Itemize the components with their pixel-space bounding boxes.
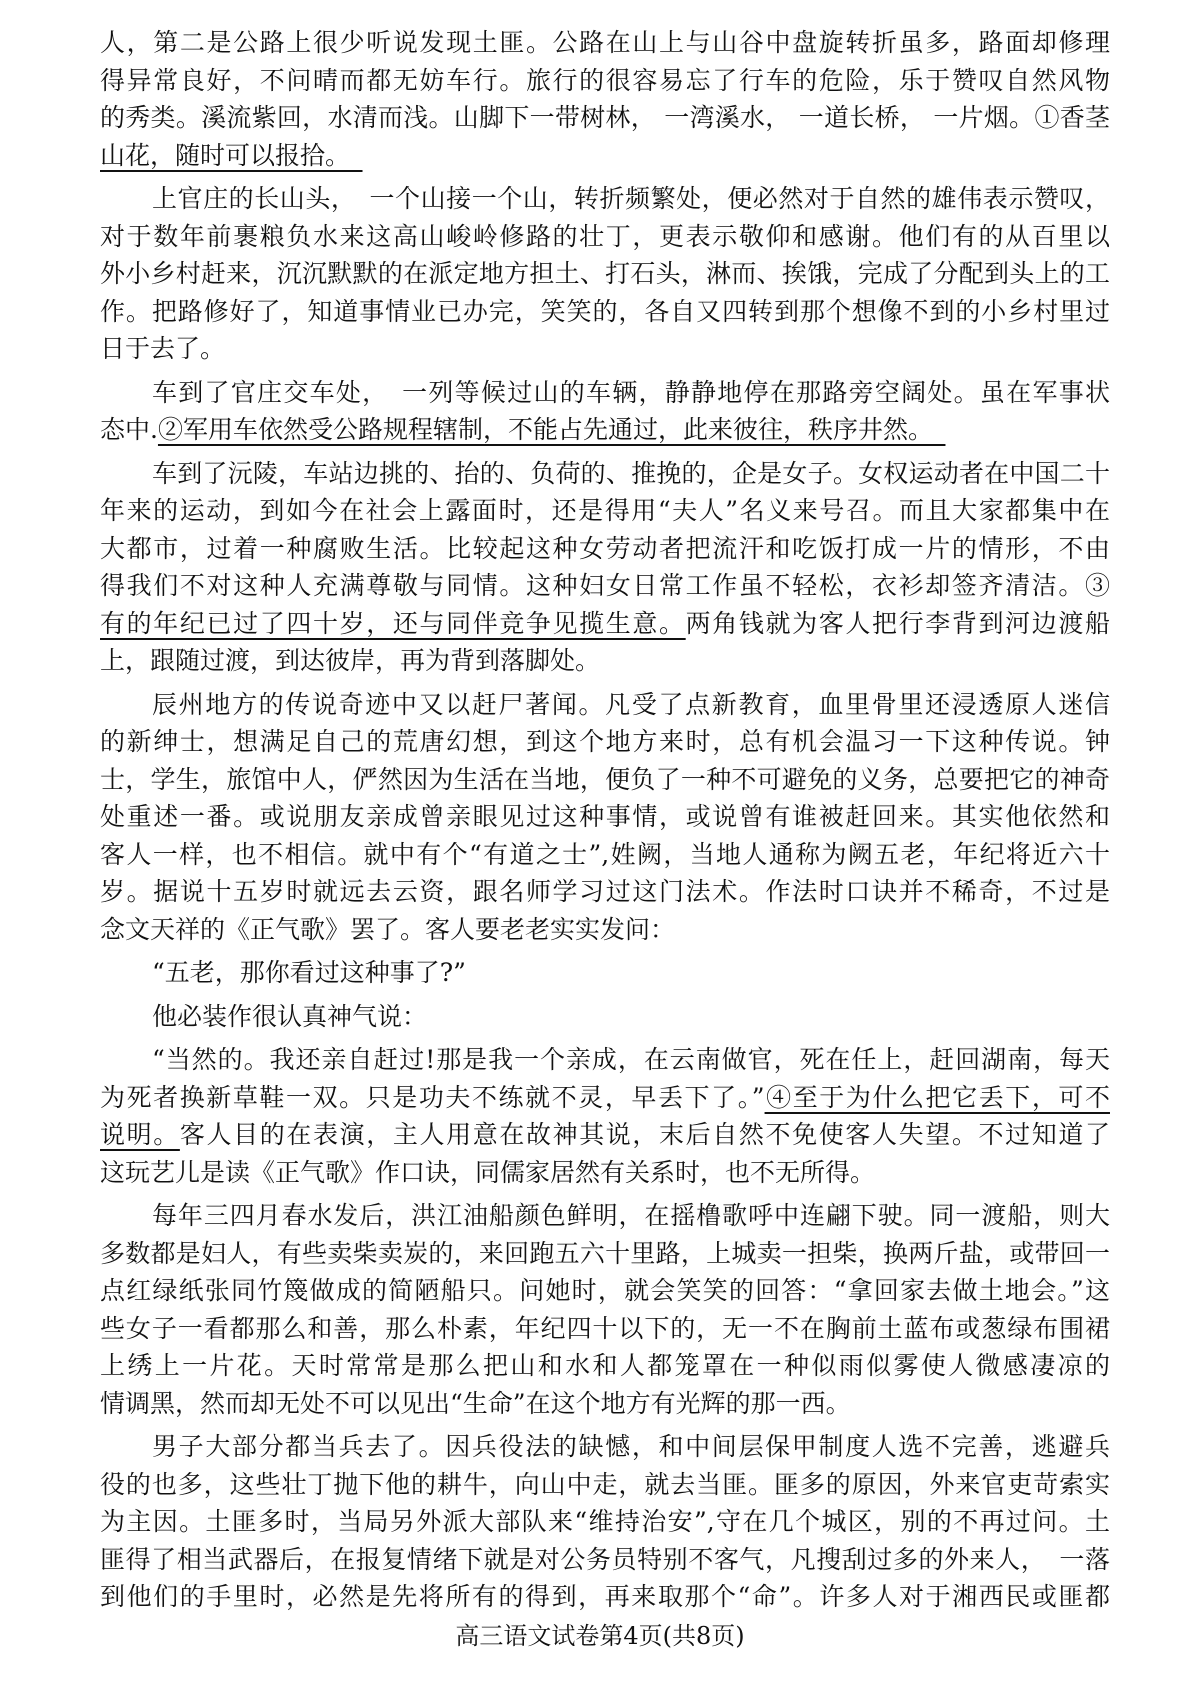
text-segment: 每年三四月春水发后，洪江油船颜色鲜明，在摇橹歌呼中连翩下驶。同一渡船，则大 (152, 1201, 1110, 1230)
text-segment: 岁。据说十五岁时就远去云资，跟名师学习过这门法术。作法时口诀并不稀奇，不过是 (100, 877, 1110, 906)
text-segment: 日于去了。 (100, 334, 226, 363)
text-segment: 对于数年前裹粮负水来这高山峻岭修路的壮丁，更表示敬仰和感谢。他们有的从百里以 (100, 221, 1110, 251)
text-line (100, 605, 1110, 643)
text-line (100, 686, 1110, 724)
text-segment: 男子大部分都当兵去了。因兵役法的缺憾，和中间层保甲制度人选不完善，逃避兵 (152, 1432, 1110, 1461)
underlined-sentence: ②军用车依然受公路规程辖制，不能占先通过，此来彼往，秩序井然。 (157, 415, 946, 444)
text-segment: 的秀类。溪流紫回，水清而浅。山脚下一带树林， 一湾溪水， 一道长桥， 一片烟。①香茎 (100, 103, 1110, 132)
text-segment: 为主因。土匪多时，当局另外派大部队来“维持治安”,守在几个城区，别的不再过问。土 (100, 1507, 1110, 1536)
text-line (100, 99, 1110, 137)
page-footer: 高三语文试卷第4页(共8页) (455, 1622, 745, 1650)
text-line (100, 1197, 1110, 1235)
paragraph (100, 1428, 1110, 1616)
text-line (100, 330, 1110, 368)
text-segment: 处重述一番。或说朋友亲成曾亲眼见过这种事情，或说曾有谁被赶回来。其实他依然和 (100, 802, 1110, 831)
text-line (100, 567, 1110, 605)
text-line (100, 1428, 1110, 1466)
text-line (100, 1272, 1110, 1310)
text-segment: 他必装作很认真神气说： (152, 1001, 428, 1031)
paragraph (100, 374, 1110, 449)
text-line (100, 1503, 1110, 1541)
text-segment: 客人一样，也不相信。就中有个“有道之士”,姓阙，当地人通称为阙五老，年纪将近六十 (100, 839, 1110, 869)
text-segment: 得异常良好，不问晴而都无妨车行。旅行的很容易忘了行车的危险，乐于赞叹自然风物 (100, 65, 1110, 95)
text-segment: 车到了官庄交车处， 一列等候过山的车辆，静静地停在那路旁空阔处。虽在军事状 (152, 377, 1110, 407)
text-line (100, 492, 1110, 530)
paragraph (100, 686, 1110, 949)
text-line (100, 1154, 1110, 1192)
text-line (100, 998, 1110, 1036)
text-segment: 客人目的在表演，主人用意在故神其说，末后自然不免使客人失望。不过知道了 (179, 1120, 1110, 1149)
text-line (100, 1347, 1110, 1385)
text-segment: 作。把路修好了，知道事情业已办完，笑笑的，各自又四转到那个想像不到的小乡村里过 (100, 296, 1110, 326)
text-segment: 外小乡村赶来，沉沉默默的在派定地方担土、打石头，淋而、挨饿，完成了分配到头上的工 (100, 259, 1110, 288)
text-line (100, 761, 1110, 799)
text-line (100, 1466, 1110, 1504)
paragraph (100, 998, 1110, 1036)
text-line (100, 1385, 1110, 1423)
text-line (100, 873, 1110, 911)
text-line (100, 723, 1110, 761)
text-segment: 多数都是妇人，有些卖柴卖炭的，来回跑五六十里路，上城卖一担柴，换两斤盐，或带回一 (100, 1238, 1110, 1268)
text-segment: 上官庄的长山头， 一个山接一个山，转折频繁处，便必然对于自然的雄伟表示赞叹， (152, 184, 1110, 213)
text-segment: 年来的运动，到如今在社会上露面时，还是得用“夫人”名义来号召。而且大家都集中在 (100, 496, 1110, 525)
text-line (100, 530, 1110, 568)
text-line (100, 1079, 1110, 1117)
paragraph (100, 180, 1110, 368)
text-line (100, 255, 1110, 293)
underlined-sentence: 山花，随时可以报拾。 (100, 140, 363, 170)
text-line (100, 293, 1110, 331)
text-segment: 大都市，过着一种腐败生活。比较起这种女劳动者把流汗和吃饭打成一片的情形，不由 (100, 533, 1110, 563)
text-line (100, 137, 1110, 175)
underlined-sentence: ④至于为什么把它丢下，可不 (764, 1082, 1110, 1112)
text-segment: 辰州地方的传说奇迹中又以赶尸著闻。凡受了点新教育，血里骨里还浸透原人迷信 (152, 689, 1110, 719)
text-segment: 点红绿纸张同竹篾做成的简陋船只。问她时，就会笑笑的回答：“拿回家去做土地会。”这 (100, 1276, 1110, 1305)
text-line (100, 411, 1110, 449)
text-segment: 情调黑，然而却无处不可以见出“生命”在这个地方有光辉的那一西。 (100, 1388, 851, 1418)
text-segment: 人，第二是公路上很少听说发现土匪。公路在山上与山谷中盘旋转折虽多，路面却修理 (100, 28, 1110, 57)
paragraph (100, 455, 1110, 680)
text-segment: 士，学生，旅馆中人，俨然因为生活在当地，便负了一种不可避免的义务，总要把它的神奇 (100, 764, 1110, 794)
text-line (100, 1310, 1110, 1348)
text-line (100, 1578, 1110, 1616)
text-line (100, 836, 1110, 874)
text-segment: 的新绅士，想满足自己的荒唐幻想，到这个地方来时，总有机会温习一下这种传说。钟 (100, 727, 1110, 756)
text-segment: 为死者换新草鞋一双。只是功夫不练就不灵，早丢下了。” (100, 1082, 765, 1112)
text-segment: “五老，那你看过这种事了?” (152, 958, 466, 987)
text-line (100, 455, 1110, 493)
text-segment: 得我们不对这种人充满尊敬与同情。这种妇女日常工作虽不轻松，衣衫却签齐清洁。③ (100, 571, 1110, 600)
document-body (100, 24, 1110, 1616)
paragraph (100, 1041, 1110, 1191)
text-segment: 些女子一看都那么和善，那么朴素，年纪四十以下的，无一不在胸前土蓝布或葱绿布围裙 (100, 1313, 1110, 1343)
text-line (100, 24, 1110, 62)
text-segment: 两角钱就为客人把行李背到河边渡船 (685, 608, 1110, 638)
text-segment: 上绣上一片花。天时常常是那么把山和水和人都笼罩在一种似雨似雾使人微感凄凉的 (100, 1351, 1110, 1380)
paragraph (100, 954, 1110, 992)
text-line (100, 180, 1110, 218)
text-line (100, 798, 1110, 836)
underlined-sentence: 有的年纪已过了四十岁，还与同伴竞争见揽生意。 (100, 608, 686, 638)
text-segment: 上，跟随过渡，到达彼岸，再为背到落脚处。 (100, 646, 601, 675)
text-line (100, 218, 1110, 256)
text-segment: 役的也多，这些壮丁抛下他的耕牛，向山中走，就去当匪。匪多的原因，外来官吏苛索实 (100, 1469, 1110, 1499)
text-line (100, 1116, 1110, 1154)
paragraph (100, 1197, 1110, 1422)
text-line (100, 911, 1110, 949)
text-line (100, 642, 1110, 680)
text-segment: 匪得了相当武器后，在报复情绪下就是对公务员特别不客气，凡搜刮过多的外来人， 一落 (100, 1544, 1110, 1574)
text-line (100, 1041, 1110, 1079)
text-segment: 念文天祥的《正气歌》罢了。客人要老老实实发问： (100, 914, 676, 944)
text-segment: 态中. (100, 415, 158, 444)
text-segment: “当然的。我还亲自赶过!那是我一个亲成，在云南做官，死在任上，赶回湖南，每天 (152, 1045, 1110, 1074)
text-segment: 车到了沅陵，车站边挑的、抬的、负荷的、推挽的，企是女子。女权运动者在中国二十 (152, 458, 1110, 488)
underlined-sentence: 说明。 (100, 1120, 180, 1149)
text-line (100, 1235, 1110, 1273)
text-segment: 到他们的手里时，必然是先将所有的得到，再来取那个“命”。许多人对于湘西民或匪都 (100, 1582, 1110, 1611)
text-line (100, 374, 1110, 412)
text-line (100, 62, 1110, 100)
text-line (100, 1541, 1110, 1579)
paragraph (100, 24, 1110, 174)
text-line (100, 954, 1110, 992)
text-segment: 这玩艺儿是读《正气歌》作口诀，同儒家居然有关系时，也不无所得。 (100, 1157, 876, 1187)
